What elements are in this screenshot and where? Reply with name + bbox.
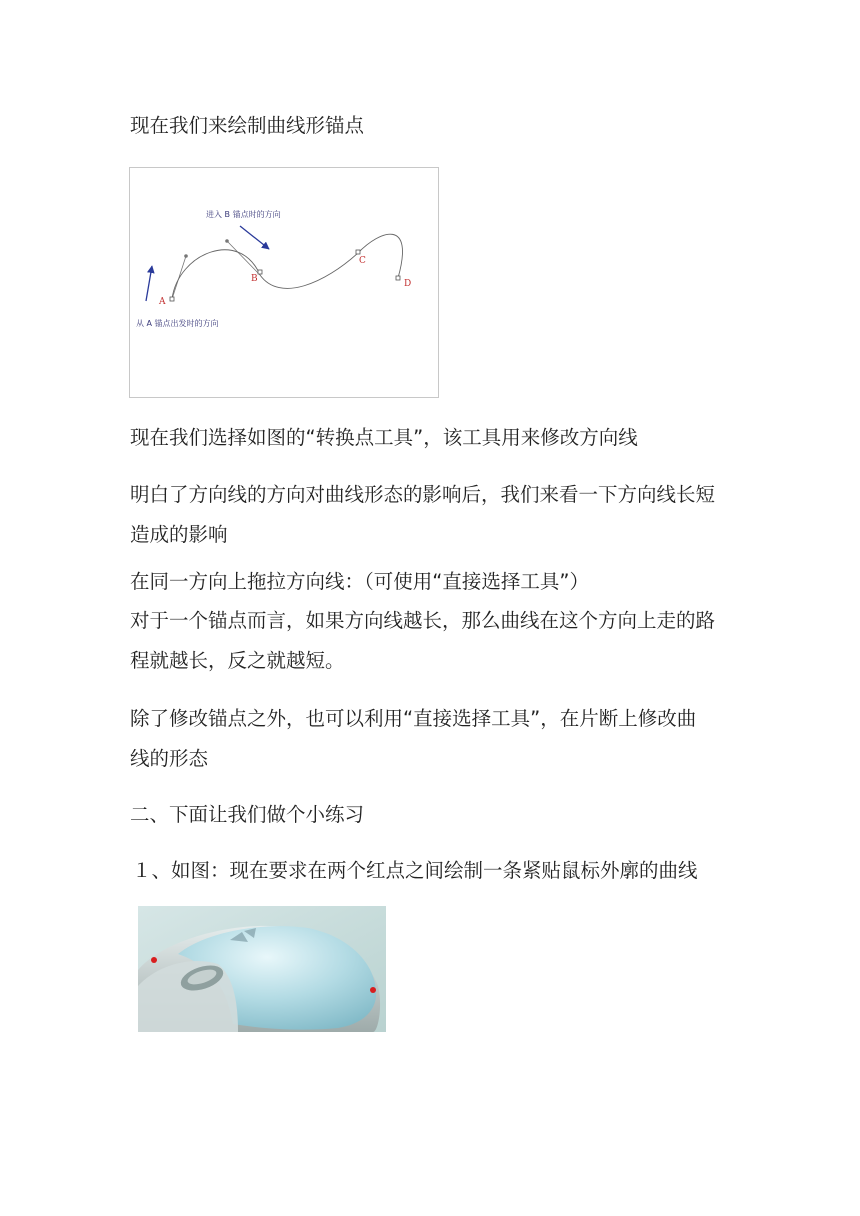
curve-anchor-figure: [129, 167, 439, 398]
section-heading-exercise: 二、下面让我们做个小练习: [130, 803, 365, 826]
anchor-point-d: [396, 276, 400, 280]
paragraph-heading-curve-anchor: 现在我们来绘制曲线形锚点: [130, 114, 365, 137]
exercise-instruction: １、如图：现在要求在两个红点之间绘制一条紧贴鼠标外廓的曲线: [132, 859, 698, 882]
red-point-left: [151, 957, 157, 963]
annotation-enter-b: 进入 B 锚点时的方向: [206, 210, 281, 219]
label-c: C: [359, 256, 366, 266]
mouse-illustration: [138, 906, 386, 1032]
anchor-point-a: [170, 297, 174, 301]
annotation-leave-a: 从 A 锚点出发时的方向: [136, 319, 219, 328]
label-b: B: [251, 274, 258, 284]
label-a: A: [159, 297, 166, 307]
paragraph-modify-segment-2: 线的形态: [130, 747, 209, 770]
arrow-up-icon: [146, 266, 152, 301]
handle-point-b: [225, 239, 229, 243]
paragraph-anchor-length-1: 对于一个锚点而言，如果方向线越长，那么曲线在这个方向上走的路: [130, 609, 716, 632]
paragraph-direction-length-2: 造成的影响: [130, 523, 228, 546]
anchor-point-c: [356, 250, 360, 254]
direction-line-b: [227, 241, 260, 275]
curve-diagram: [130, 168, 440, 399]
paragraph-anchor-length-2: 程就越长，反之就越短。: [130, 649, 345, 672]
bezier-curve: [172, 234, 403, 299]
paragraph-direction-length-1: 明白了方向线的方向对曲线形态的影响后，我们来看一下方向线长短: [130, 483, 716, 506]
anchor-point-b: [258, 270, 262, 274]
handle-point-a: [184, 254, 188, 258]
arrow-down-right-icon: [240, 226, 269, 249]
label-d: D: [404, 279, 412, 289]
paragraph-convert-point-tool: 现在我们选择如图的“转换点工具”，该工具用来修改方向线: [130, 426, 638, 449]
paragraph-drag-direction: 在同一方向上拖拉方向线：（可使用“直接选择工具”）: [130, 570, 589, 593]
mouse-photo: [138, 906, 386, 1032]
red-point-right: [370, 987, 376, 993]
paragraph-modify-segment-1: 除了修改锚点之外，也可以利用“直接选择工具”，在片断上修改曲: [130, 707, 697, 730]
